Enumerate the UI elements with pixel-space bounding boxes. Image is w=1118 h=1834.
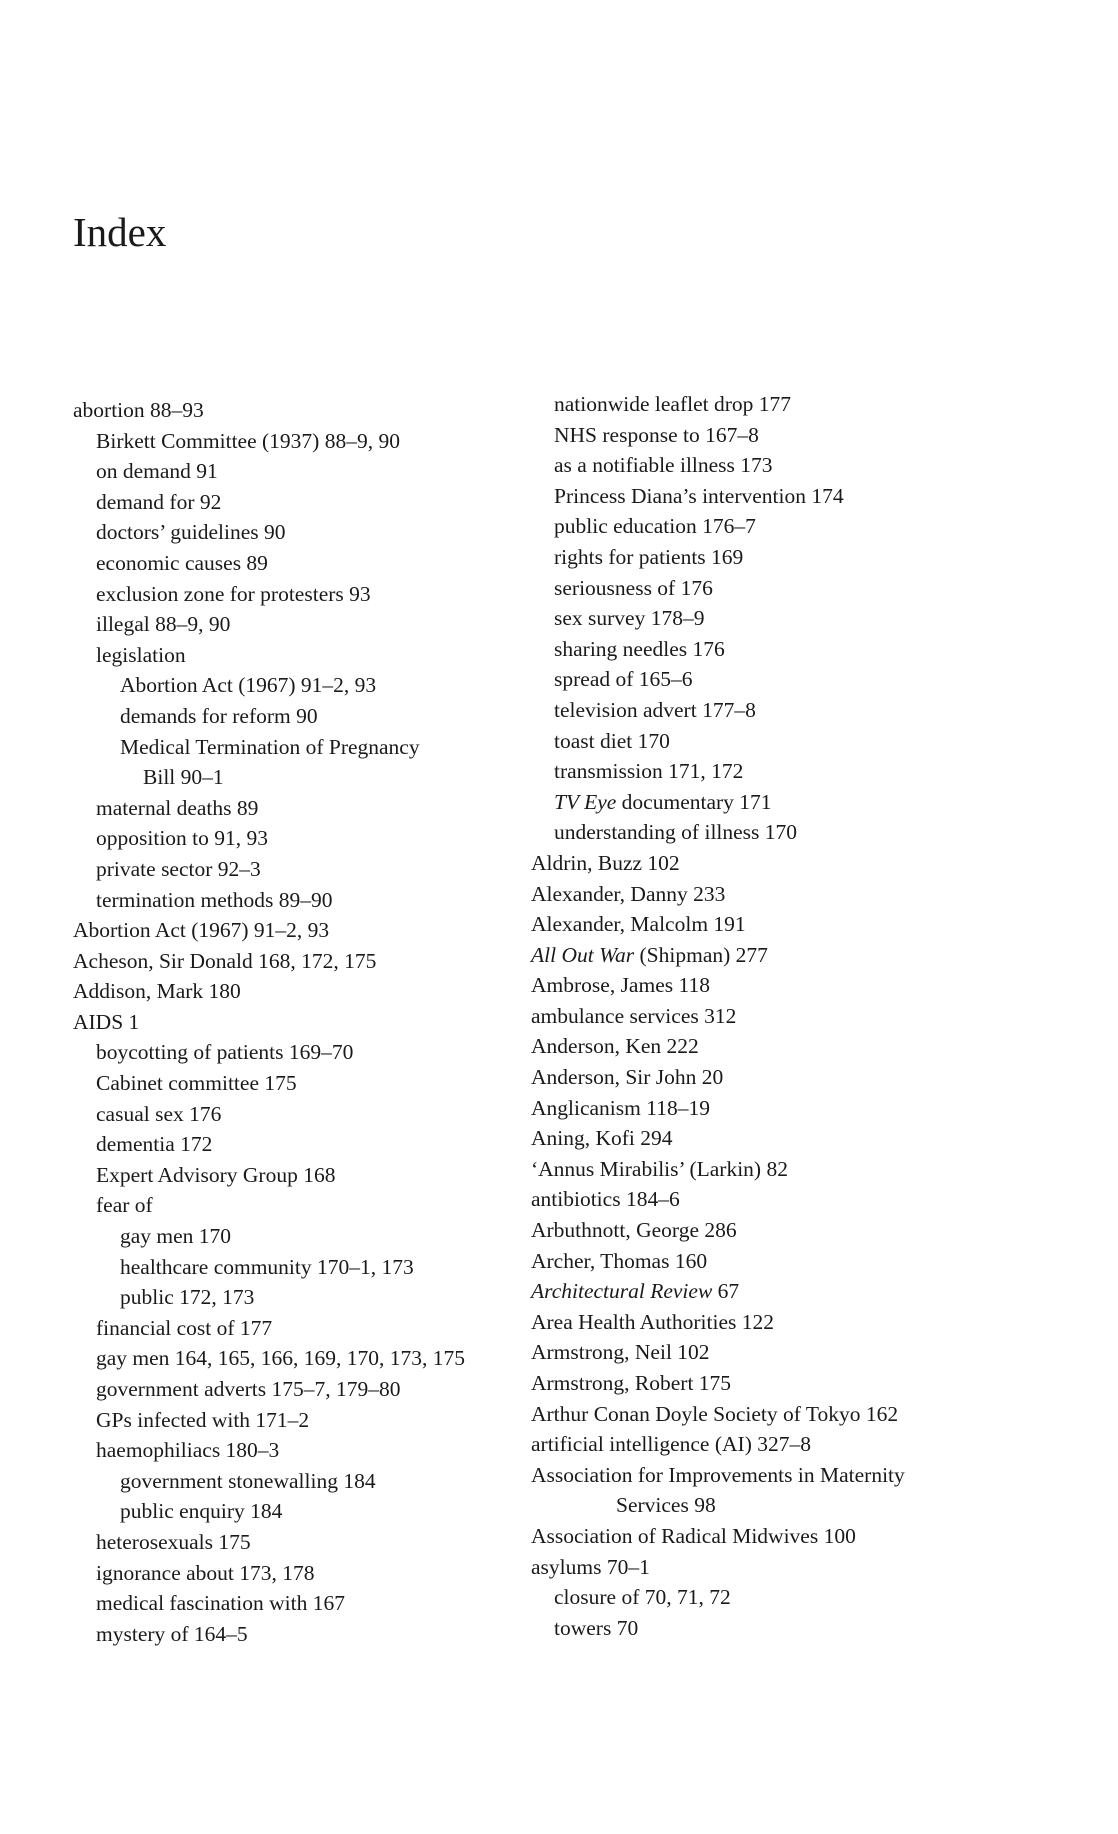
index-entry [531, 1154, 1091, 1185]
index-entry [531, 1093, 1091, 1124]
index-subentry [73, 1099, 533, 1130]
entry-text: gay men 170 [120, 1224, 232, 1249]
entry-text: healthcare community 170–1, 173 [120, 1254, 414, 1279]
entry-text: public education 176–7 [554, 514, 756, 539]
entry-text: government adverts 175–7, 179–80 [96, 1377, 401, 1401]
entry-text: doctors’ guidelines 90 [96, 520, 286, 545]
entry-italic-title: All Out War [531, 942, 635, 967]
entry-text: spread of 165–6 [554, 667, 693, 692]
index-subentry [531, 450, 1091, 481]
index-subentry [73, 1405, 533, 1436]
index-entry [531, 970, 1091, 1001]
entry-text: Services 98 [616, 1493, 716, 1518]
index-entry [531, 909, 1091, 940]
index-subentry [73, 1496, 533, 1527]
entry-text: on demand 91 [96, 459, 218, 484]
index-subentry [531, 695, 1091, 726]
index-subentry [73, 701, 533, 732]
entry-text: gay men 164, 165, 166, 169, 170, 173, 175 [96, 1346, 466, 1371]
index-subentry [73, 1252, 533, 1283]
index-entry [531, 1276, 1091, 1307]
entry-text: Medical Termination of Pregnancy [120, 734, 420, 759]
entry-text: seriousness of 176 [554, 575, 713, 600]
entry-text: financial cost of 177 [96, 1315, 273, 1340]
entry-text: fear of [96, 1193, 153, 1218]
entry-text: Aldrin, Buzz 102 [531, 850, 680, 875]
index-subentry [73, 762, 533, 793]
entry-text: mystery of 164–5 [96, 1621, 248, 1646]
index-subentry [531, 756, 1091, 787]
entry-text: Alexander, Danny 233 [531, 881, 726, 906]
entry-text: toast diet 170 [554, 728, 670, 753]
index-entry [531, 1368, 1091, 1399]
index-entry [531, 940, 1091, 971]
index-entry [73, 915, 533, 946]
entry-text: understanding of illness 170 [554, 820, 798, 845]
entry-text: television advert 177–8 [554, 697, 756, 722]
index-subentry [73, 1221, 533, 1252]
entry-text: economic causes 89 [96, 550, 268, 575]
entry-text: Aning, Kofi 294 [531, 1126, 673, 1151]
page-title: Index [73, 209, 167, 255]
index-entry [531, 848, 1091, 879]
index-entry [73, 946, 533, 977]
index-entry [531, 1184, 1091, 1215]
index-subentry [73, 1435, 533, 1466]
index-subentry [73, 487, 533, 518]
index-entry [531, 879, 1091, 910]
index-entry [531, 1521, 1091, 1552]
entry-italic-title: Architectural Review [531, 1279, 713, 1304]
entry-text: antibiotics 184–6 [531, 1187, 680, 1212]
entry-text: private sector 92–3 [96, 856, 261, 881]
index-subentry [73, 885, 533, 916]
entry-text: abortion 88–93 [73, 398, 204, 422]
index-subentry [73, 732, 533, 763]
entry-text: casual sex 176 [96, 1101, 222, 1126]
index-subentry [531, 787, 1091, 818]
index-subentry [73, 1190, 533, 1221]
index-entry [531, 1062, 1091, 1093]
index-subentry [73, 609, 533, 640]
index-entry [531, 1307, 1091, 1338]
entry-text: haemophiliacs 180–3 [96, 1438, 280, 1463]
index-subentry [73, 793, 533, 824]
entry-text: Abortion Act (1967) 91–2, 93 [73, 918, 330, 943]
index-entry [531, 1246, 1091, 1277]
entry-text: public enquiry 184 [120, 1499, 283, 1524]
entry-text: government stonewalling 184 [120, 1468, 376, 1493]
entry-text: maternal deaths 89 [96, 795, 259, 820]
entry-text: opposition to 91, 93 [96, 826, 269, 851]
entry-text: artificial intelligence (AI) 327–8 [531, 1432, 811, 1457]
entry-text: sharing needles 176 [554, 636, 725, 661]
entry-text: Arthur Conan Doyle Society of Tokyo 162 [531, 1401, 899, 1426]
index-entry [531, 1460, 1091, 1491]
entry-text: Princess Diana’s intervention 174 [554, 483, 844, 508]
entry-text: Ambrose, James 118 [531, 973, 710, 998]
entry-text: asylums 70–1 [531, 1554, 650, 1579]
index-subentry [531, 726, 1091, 757]
index-subentry [531, 1582, 1091, 1613]
entry-text: illegal 88–9, 90 [96, 612, 231, 637]
entry-text: Area Health Authorities 122 [531, 1309, 775, 1334]
index-subentry [73, 456, 533, 487]
index-subentry [73, 1129, 533, 1160]
entry-text: heterosexuals 175 [96, 1529, 251, 1554]
entry-text: ambulance services 312 [531, 1003, 737, 1028]
entry-text: rights for patients 169 [554, 544, 744, 569]
index-subentry [73, 579, 533, 610]
entry-text: Anderson, Sir John 20 [531, 1065, 724, 1090]
entry-text: Cabinet committee 175 [96, 1071, 297, 1096]
index-subentry [73, 1527, 533, 1558]
index-subentry [73, 854, 533, 885]
index-entry [531, 1031, 1091, 1062]
index-entry [531, 1123, 1091, 1154]
index-subentry [73, 1374, 533, 1405]
index-column-right [531, 389, 1091, 1643]
index-subentry [531, 634, 1091, 665]
index-entry [531, 1399, 1091, 1430]
entry-text: Armstrong, Neil 102 [531, 1340, 710, 1365]
index-subentry [73, 1558, 533, 1589]
index-subentry [531, 542, 1091, 573]
index-entry [531, 1001, 1091, 1032]
index-subentry [531, 817, 1091, 848]
entry-text: GPs infected with 171–2 [96, 1407, 310, 1432]
entry-text: Expert Advisory Group 168 [96, 1162, 336, 1187]
entry-text: Alexander, Malcolm 191 [531, 912, 746, 937]
entry-text: Acheson, Sir Donald 168, 172, 175 [73, 948, 377, 973]
index-subentry [73, 1588, 533, 1619]
entry-text: Armstrong, Robert 175 [531, 1371, 732, 1395]
entry-text: exclusion zone for protesters 93 [96, 581, 371, 606]
index-entry [531, 1552, 1091, 1583]
index-subentry [531, 603, 1091, 634]
index-subentry [531, 389, 1091, 420]
index-subentry [73, 517, 533, 548]
entry-text: Anderson, Ken 222 [531, 1034, 699, 1059]
index-entry [73, 395, 533, 426]
entry-text: Bill 90–1 [143, 765, 224, 790]
entry-text: Addison, Mark 180 [73, 979, 241, 1004]
entry-text: closure of 70, 71, 72 [554, 1585, 731, 1610]
index-subentry [73, 1037, 533, 1068]
entry-text: demands for reform 90 [120, 703, 318, 728]
index-entry [531, 1337, 1091, 1368]
entry-text: ignorance about 173, 178 [96, 1560, 315, 1585]
entry-text: ‘Annus Mirabilis’ (Larkin) 82 [531, 1156, 788, 1181]
entry-text: medical fascination with 167 [96, 1591, 345, 1616]
index-subentry [73, 1313, 533, 1344]
entry-text: Arbuthnott, George 286 [531, 1218, 737, 1243]
index-subentry [73, 426, 533, 457]
index-subentry [531, 1613, 1091, 1644]
index-entry [531, 1215, 1091, 1246]
index-subentry [73, 548, 533, 579]
entry-text: Abortion Act (1967) 91–2, 93 [120, 673, 377, 698]
index-subentry [531, 420, 1091, 451]
entry-text: Archer, Thomas 160 [531, 1248, 708, 1273]
index-subentry [531, 481, 1091, 512]
entry-text: (Shipman) 277 [634, 942, 768, 967]
entry-text: dementia 172 [96, 1132, 213, 1157]
entry-text: nationwide leaflet drop 177 [554, 392, 792, 416]
entry-text: AIDS 1 [73, 1009, 140, 1034]
entry-text: boycotting of patients 169–70 [96, 1040, 354, 1065]
index-entry [73, 976, 533, 1007]
entry-text: NHS response to 167–8 [554, 422, 759, 447]
index-subentry [531, 1490, 1091, 1521]
entry-text: towers 70 [554, 1615, 639, 1640]
entry-text: documentary 171 [616, 789, 772, 814]
entry-italic-title: TV Eye [554, 789, 617, 814]
index-subentry [73, 1619, 533, 1650]
index-subentry [531, 573, 1091, 604]
entry-text: legislation [96, 642, 186, 667]
index-subentry [73, 823, 533, 854]
index-subentry [73, 1343, 533, 1374]
index-subentry [73, 1466, 533, 1497]
entry-text: demand for 92 [96, 489, 222, 514]
entry-text: Association of Radical Midwives 100 [531, 1523, 856, 1548]
index-column-left [73, 395, 533, 1649]
entry-text: sex survey 178–9 [554, 606, 705, 631]
entry-text: Anglicanism 118–19 [531, 1095, 710, 1120]
entry-text: termination methods 89–90 [96, 887, 333, 912]
index-entry [73, 1007, 533, 1038]
entry-text: Association for Improvements in Maternity [531, 1462, 905, 1487]
index-subentry [531, 511, 1091, 542]
entry-text: as a notifiable illness 173 [554, 453, 773, 478]
index-subentry [73, 1282, 533, 1313]
entry-text: transmission 171, 172 [554, 759, 744, 784]
index-entry [531, 1429, 1091, 1460]
entry-text: 67 [712, 1279, 740, 1304]
entry-text: public 172, 173 [120, 1285, 255, 1310]
index-subentry [73, 1160, 533, 1191]
index-subentry [73, 640, 533, 671]
index-subentry [73, 1068, 533, 1099]
entry-text: Birkett Committee (1937) 88–9, 90 [96, 428, 400, 453]
index-subentry [73, 670, 533, 701]
index-subentry [531, 664, 1091, 695]
